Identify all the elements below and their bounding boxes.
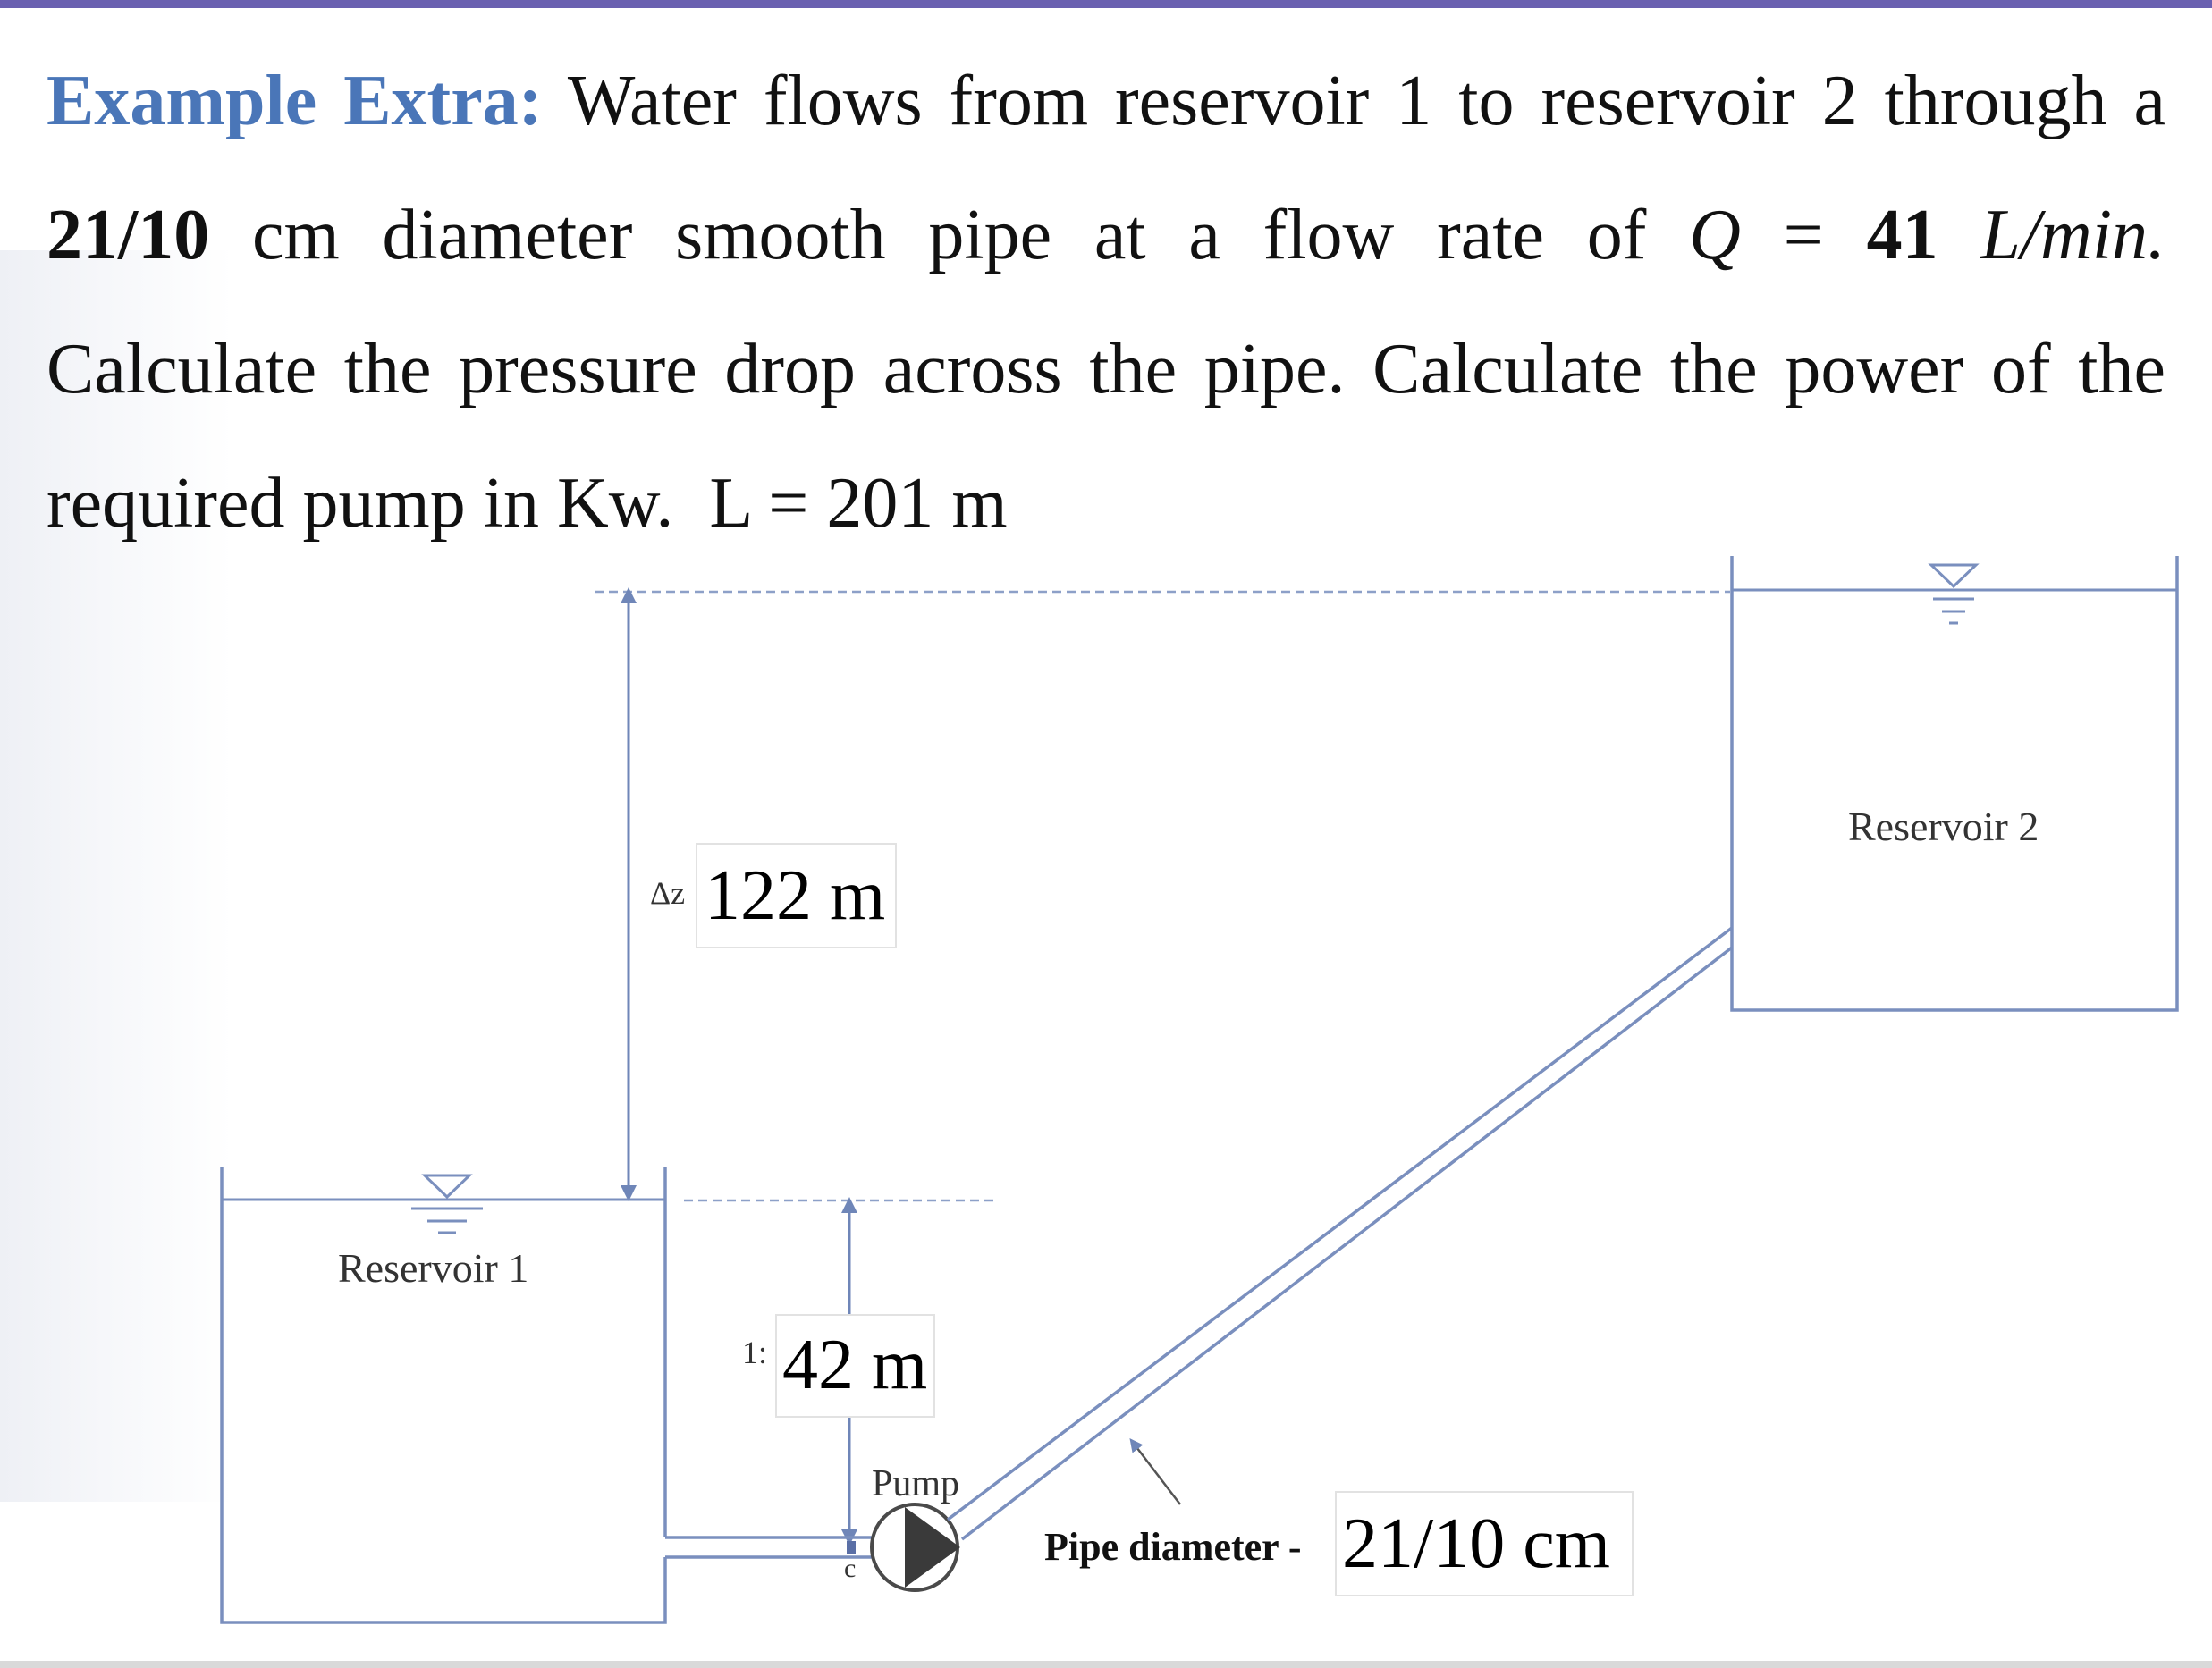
reservoir-1-label: Reservoir 1 xyxy=(338,1245,529,1291)
pump-inlet-marker xyxy=(847,1541,856,1554)
pipe-diameter-value-box xyxy=(1335,1491,1634,1596)
flow-rate-value: 41 xyxy=(1866,196,1938,274)
water-level-icon xyxy=(1931,565,1976,623)
lower-height-value-box xyxy=(775,1314,935,1418)
problem-line-3: Calculate the pressure drop across the pipe. Calculate the power of the xyxy=(46,330,2166,409)
delta-z-prefix: Δz xyxy=(650,875,686,911)
pipe-diameter-label: Pipe diameter - xyxy=(1044,1525,1302,1569)
delta-z-value: 122 m xyxy=(705,856,886,935)
water-level-icon xyxy=(411,1175,483,1233)
delta-z-value-box xyxy=(696,843,897,948)
reservoir-1-tank xyxy=(222,1167,665,1622)
pump-point-label: c xyxy=(844,1554,857,1583)
lower-height-prefix: 1: xyxy=(742,1335,768,1370)
pump-label: Pump xyxy=(872,1463,960,1504)
pipe-diameter-value: 21/10 xyxy=(46,196,210,274)
flow-rate-symbol: Q xyxy=(1689,196,1741,274)
problem-line-4-text: required pump in Kw. xyxy=(46,464,674,543)
lower-height-value: 42 m xyxy=(782,1326,928,1404)
diameter-pointer-arrow xyxy=(1134,1444,1180,1504)
reservoir-2-label: Reservoir 2 xyxy=(1848,804,2039,849)
pipe-diameter-diagram-value: 21/10 cm xyxy=(1342,1504,1610,1583)
problem-line-2-text: cm diameter smooth pipe at a flow rate of xyxy=(252,196,1647,274)
equals-sign: = xyxy=(1783,196,1824,274)
pipe-length-label: L = 201 m xyxy=(709,464,1008,543)
problem-line-1-text: Water flows from reservoir 1 to reservoir 2 through a xyxy=(567,62,2166,140)
inclined-pipe-lower xyxy=(962,948,1732,1539)
example-title: Example Extra: xyxy=(46,62,543,140)
flow-rate-unit: L/min. xyxy=(1980,196,2166,274)
inclined-pipe-upper xyxy=(948,928,1732,1520)
pump-icon xyxy=(872,1504,960,1590)
